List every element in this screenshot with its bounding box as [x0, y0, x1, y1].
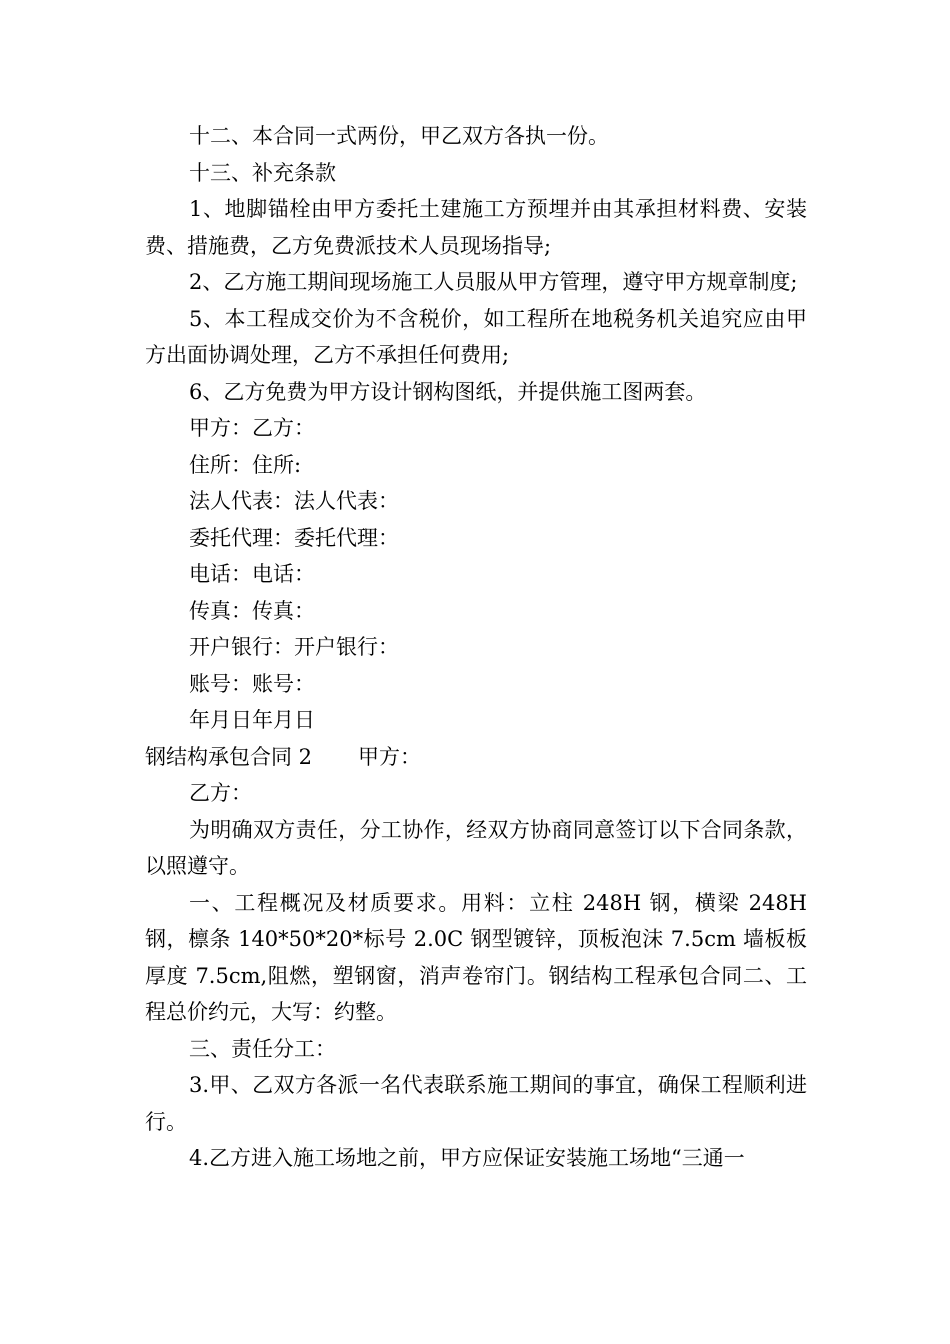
- section-title: 钢结构承包合同 2: [145, 744, 313, 769]
- paragraph-project-overview: 一、工程概况及材质要求。用料：立柱 248H 钢，横梁 248H 钢，檩条 140*50*20*标号 2.0C 钢型镀锌，顶板泡沫 7.5cm 墙板板厚度 7.5cm,阻燃，塑钢窗，消声卷帘门。钢结构工程承包合同二、工程总价约元，大写：约整。: [145, 890, 807, 1024]
- paragraph-responsibility-4: 4.乙方进入施工场地之前，甲方应保证安装施工场地“三通一: [189, 1146, 745, 1170]
- signature-date-line: 年月日年月日: [189, 708, 315, 732]
- section-title-line: [145, 739, 807, 776]
- paragraph-supplement-5: 5、本工程成交价为不含税价，如工程所在地税务机关追究应由甲方出面协调处理，乙方不承担任何费用;: [145, 306, 807, 367]
- document-body: [145, 118, 807, 1177]
- paragraph-clause-12: 十二、本合同一式两份，甲乙双方各执一份。: [189, 124, 609, 148]
- paragraph-supplement-6: 6、乙方免费为甲方设计钢构图纸，并提供施工图两套。: [189, 379, 707, 404]
- paragraph-supplement-1: 1、地脚锚栓由甲方委托土建施工方预埋并由其承担材料费、安装费、措施费，乙方免费派技术人员现场指导;: [145, 197, 807, 258]
- signature-address-line: 住所：住所:: [189, 452, 302, 477]
- signature-agent-line: 委托代理：委托代理：: [189, 525, 399, 550]
- paragraph-supplement-2: 2、乙方施工期间现场施工人员服从甲方管理，遵守甲方规章制度;: [189, 270, 798, 294]
- paragraph-purpose: 为明确双方责任，分工协作，经双方协商同意签订以下合同条款，以照遵守。: [145, 817, 807, 878]
- signature-party-line: 甲方：乙方：: [189, 416, 315, 440]
- signature-bank-line: 开户银行：开户银行：: [189, 635, 399, 659]
- party-b-line: 乙方：: [189, 781, 252, 805]
- signature-legal-rep-line: 法人代表：法人代表：: [189, 489, 399, 513]
- paragraph-clause-13-heading: 十三、补充条款: [189, 160, 336, 185]
- signature-account-line: 账号：账号：: [189, 671, 315, 696]
- signature-fax-line: 传真：传真：: [189, 598, 315, 623]
- paragraph-responsibility-3: 3.甲、乙双方各派一名代表联系施工期间的事宜，确保工程顺利进行。: [145, 1073, 807, 1134]
- paragraph-responsibility-heading: 三、责任分工：: [189, 1036, 336, 1061]
- section-title-party: 甲方：: [358, 744, 422, 769]
- signature-phone-line: 电话：电话：: [189, 562, 315, 586]
